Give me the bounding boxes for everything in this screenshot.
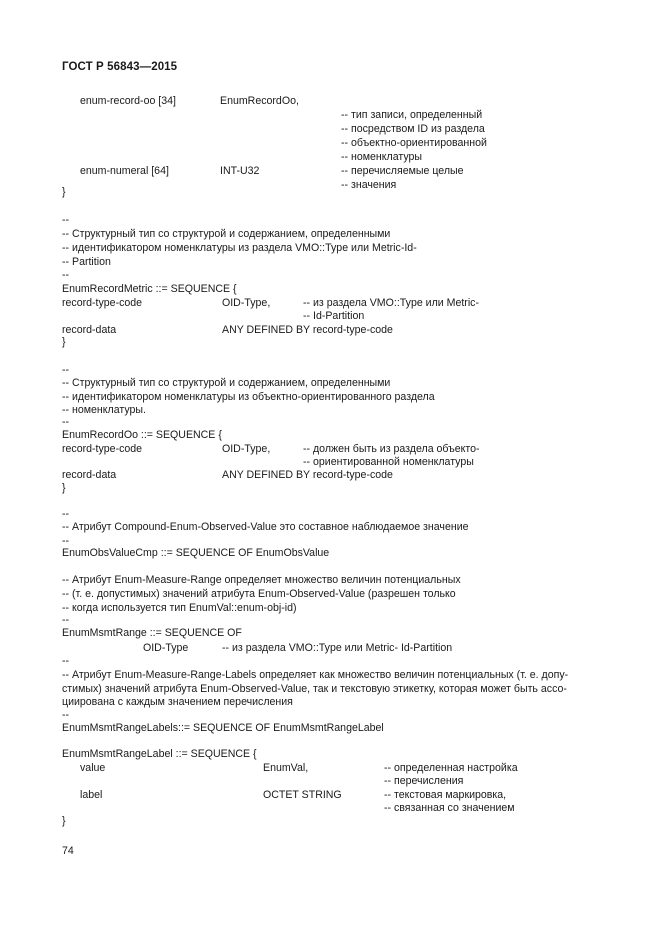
code-type: EnumVal,: [263, 762, 309, 774]
comment-line: --: [62, 535, 70, 547]
code-comment: -- перечисления: [384, 775, 464, 787]
code-definition: EnumRecordOo ::= SEQUENCE {: [62, 429, 222, 441]
code-type: EnumRecordOo,: [220, 95, 299, 107]
comment-line: --: [62, 364, 70, 376]
comment-line: --: [62, 709, 70, 721]
page-number: 74: [62, 845, 74, 857]
code-comment: -- посредством ID из раздела: [341, 123, 485, 135]
code-type: OID-Type,: [222, 443, 271, 455]
code-comment: -- ориентированной номенклатуры: [303, 456, 474, 468]
code-definition: EnumObsValueCmp ::= SEQUENCE OF EnumObsValue: [62, 547, 330, 559]
code-comment: -- значения: [341, 179, 397, 191]
code-brace: }: [62, 815, 66, 827]
comment-line: --: [62, 416, 70, 428]
code-comment: -- из раздела VMO::Type или Metric-: [303, 297, 479, 309]
code-comment: -- Id-Partition: [303, 310, 365, 322]
code-definition: EnumMsmtRange ::= SEQUENCE OF: [62, 627, 242, 639]
comment-line: циирована с каждым значением перечисления: [62, 696, 293, 708]
code-definition: EnumMsmtRangeLabel ::= SEQUENCE {: [62, 748, 257, 760]
comment-line: -- идентификатором номенклатуры из раздела VMO::Type или Metric-Id-: [62, 242, 417, 254]
comment-line: -- Partition: [62, 256, 111, 268]
comment-line: -- идентификатором номенклатуры из объектно-ориентированного раздела: [62, 391, 435, 403]
code-comment: -- объектно-ориентированной: [341, 137, 487, 149]
comment-line: стимых) значений атрибута Enum-Observed-Value, так и текстовую этикетку, которая может быть ассо-: [62, 683, 567, 695]
code-comment: -- номенклатуры: [341, 151, 423, 163]
code-comment: -- перечисляемые целые: [341, 165, 464, 177]
document-header: ГОСТ Р 56843—2015: [62, 61, 178, 73]
code-type: OCTET STRING: [263, 789, 342, 801]
code-field: enum-numeral [64]: [80, 165, 169, 177]
code-comment: -- тип записи, определенный: [341, 109, 483, 121]
code-comment: -- определенная настройка: [384, 762, 518, 774]
comment-line: --: [62, 655, 70, 667]
code-brace: }: [62, 336, 66, 348]
comment-line: --: [62, 614, 70, 626]
code-comment: -- из раздела VMO::Type или Metric- Id-Partition: [222, 642, 453, 654]
code-comment: -- должен быть из раздела объекто-: [303, 443, 480, 455]
comment-line: --: [62, 214, 70, 226]
comment-line: -- Атрибут Enum-Measure-Range определяет множество величин потенциальных: [62, 574, 461, 586]
code-type: OID-Type: [143, 642, 189, 654]
comment-line: -- Структурный тип со структурой и содержанием, определенными: [62, 228, 391, 240]
code-brace: }: [62, 482, 66, 494]
code-brace: }: [62, 186, 66, 198]
comment-line: -- когда используется тип EnumVal::enum-obj-id): [62, 602, 297, 614]
code-field: record-type-code: [62, 297, 143, 309]
code-definition: EnumRecordMetric ::= SEQUENCE {: [62, 283, 237, 295]
code-type: ANY DEFINED BY record-type-code: [222, 324, 393, 336]
comment-line: --: [62, 269, 70, 281]
comment-line: -- номенклатуры.: [62, 404, 146, 416]
code-field: record-type-code: [62, 443, 143, 455]
comment-line: -- (т. е. допустимых) значений атрибута Enum-Observed-Value (разрешен только: [62, 588, 456, 600]
comment-line: -- Структурный тип со структурой и содержанием, определенными: [62, 377, 391, 389]
comment-line: --: [62, 508, 70, 520]
code-definition: EnumMsmtRangeLabels::= SEQUENCE OF EnumMsmtRangeLabel: [62, 722, 384, 734]
code-type: INT-U32: [220, 165, 260, 177]
code-field: record-data: [62, 324, 117, 336]
code-field: label: [80, 789, 103, 801]
code-field: record-data: [62, 469, 117, 481]
code-field: enum-record-oo [34]: [80, 95, 176, 107]
comment-line: -- Атрибут Enum-Measure-Range-Labels определяет как множество величин потенциальных (т. е. допу-: [62, 669, 569, 681]
code-comment: -- текстовая маркировка,: [384, 789, 507, 801]
code-type: ANY DEFINED BY record-type-code: [222, 469, 393, 481]
code-field: value: [80, 762, 106, 774]
code-comment: -- связанная со значением: [384, 802, 515, 814]
comment-line: -- Атрибут Compound-Enum-Observed-Value это составное наблюдаемое значение: [62, 521, 469, 533]
code-type: OID-Type,: [222, 297, 271, 309]
